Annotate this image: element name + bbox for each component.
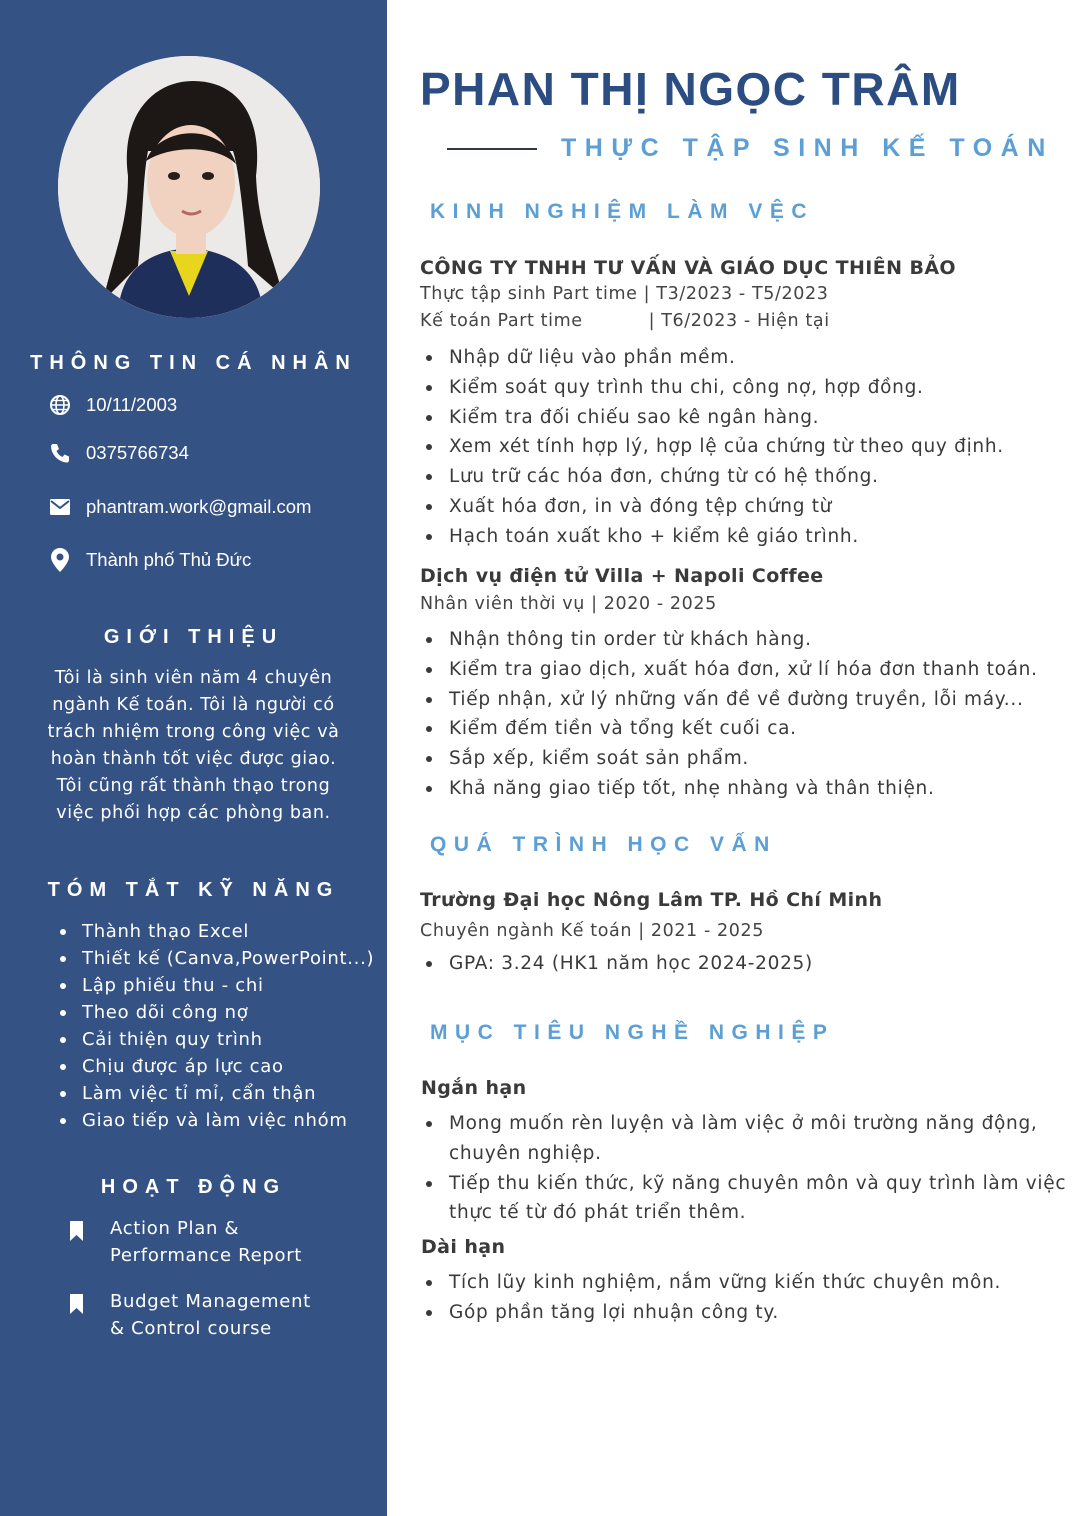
skill-item: Chịu được áp lực cao bbox=[56, 1053, 374, 1080]
job-role: Thực tập sinh Part time | T3/2023 - T5/2023 bbox=[420, 284, 829, 304]
goal-item: Tiếp thu kiến thức, kỹ năng chuyên môn và quy trình làm việc thực tế từ đó phát triển thêm. bbox=[422, 1169, 1072, 1229]
birthday-row bbox=[48, 390, 177, 420]
phone-row[interactable] bbox=[48, 438, 189, 468]
gpa-item: GPA: 3.24 (HK1 năm học 2024-2025) bbox=[422, 949, 813, 979]
mail-icon bbox=[48, 495, 72, 519]
bookmark-icon bbox=[70, 1221, 84, 1269]
globe-icon bbox=[48, 393, 72, 417]
bookmark-icon bbox=[70, 1294, 84, 1342]
sidebar bbox=[0, 0, 387, 1516]
duty-item: Nhập dữ liệu vào phần mềm. bbox=[422, 343, 1004, 373]
company-name: CÔNG TY TNHH TƯ VẤN VÀ GIÁO DỤC THIÊN BẢO bbox=[420, 257, 956, 279]
duty-item: Kiểm soát quy trình thu chi, công nợ, hợp đồng. bbox=[422, 373, 1004, 403]
duty-item: Tiếp nhận, xử lý những vấn đề về đường truyền, lỗi máy... bbox=[422, 685, 1038, 715]
skill-item: Giao tiếp và làm việc nhóm bbox=[56, 1107, 374, 1134]
personal-info-heading: THÔNG TIN CÁ NHÂN bbox=[30, 352, 357, 374]
duty-item: Sắp xếp, kiểm soát sản phẩm. bbox=[422, 744, 1038, 774]
school-name: Trường Đại học Nông Lâm TP. Hồ Chí Minh bbox=[420, 889, 883, 911]
skill-item: Theo dõi công nợ bbox=[56, 999, 374, 1026]
email-row[interactable] bbox=[48, 492, 311, 522]
activity-item bbox=[70, 1288, 311, 1342]
birthday-text: 10/11/2003 bbox=[86, 394, 178, 415]
goal-item: Mong muốn rèn luyện và làm việc ở môi trường năng động, chuyên nghiệp. bbox=[422, 1109, 1072, 1169]
duty-item: Nhận thông tin order từ khách hàng. bbox=[422, 625, 1038, 655]
duty-item: Lưu trữ các hóa đơn, chứng từ có hệ thống. bbox=[422, 462, 1004, 492]
job-role: Nhân viên thời vụ | 2020 - 2025 bbox=[420, 594, 717, 614]
skill-item: Lập phiếu thu - chi bbox=[56, 972, 374, 999]
experience-heading: KINH NGHIỆM LÀM VỆC bbox=[430, 200, 814, 223]
duty-item: Xem xét tính hợp lý, hợp lệ của chứng từ theo quy định. bbox=[422, 432, 1004, 462]
intro-line: Tôi cũng rất thành thạo trong bbox=[56, 776, 331, 796]
intro-line: trách nhiệm trong công việc và bbox=[47, 722, 340, 742]
job-duties-list bbox=[422, 625, 1038, 804]
skills-list bbox=[56, 918, 374, 1134]
activity-line: Performance Report bbox=[110, 1245, 303, 1266]
job-role-title: Kế toán Part time bbox=[420, 311, 583, 331]
activity-line: & Control course bbox=[110, 1318, 272, 1339]
skill-item: Thành thạo Excel bbox=[56, 918, 374, 945]
avatar bbox=[58, 56, 320, 318]
long-term-label: Dài hạn bbox=[421, 1236, 506, 1258]
short-term-label: Ngắn hạn bbox=[421, 1077, 527, 1099]
skill-item: Thiết kế (Canva,PowerPoint...) bbox=[56, 945, 374, 972]
education-list bbox=[422, 949, 813, 979]
company-name: Dịch vụ điện tử Villa + Napoli Coffee bbox=[420, 565, 824, 587]
duty-item: Xuất hóa đơn, in và đóng tệp chứng từ bbox=[422, 492, 1004, 522]
phone-text[interactable]: 0375766734 bbox=[86, 442, 189, 463]
intro-text bbox=[30, 665, 357, 827]
intro-line: Tôi là sinh viên năm 4 chuyên bbox=[54, 668, 333, 688]
job-role bbox=[420, 311, 830, 331]
phone-icon bbox=[48, 441, 72, 465]
goal-item: Tích lũy kinh nghiệm, nắm vững kiến thức chuyên môn. bbox=[422, 1268, 1001, 1298]
activity-item bbox=[70, 1215, 302, 1269]
career-goals-heading: MỤC TIÊU NGHỀ NGHIỆP bbox=[430, 1021, 835, 1044]
job-duties-list bbox=[422, 343, 1004, 552]
intro-line: hoàn thành tốt việc được giao. bbox=[50, 749, 337, 769]
duty-item: Hạch toán xuất kho + kiểm kê giáo trình. bbox=[422, 522, 1004, 552]
duty-item: Kiểm tra giao dịch, xuất hóa đơn, xử lí hóa đơn thanh toán. bbox=[422, 655, 1038, 685]
location-pin-icon bbox=[48, 548, 72, 572]
long-term-goals bbox=[422, 1268, 1001, 1328]
candidate-name: PHAN THỊ NGỌC TRÂM bbox=[420, 63, 961, 115]
education-heading: QUÁ TRÌNH HỌC VẤN bbox=[430, 833, 777, 856]
job-title: THỰC TẬP SINH KẾ TOÁN bbox=[561, 134, 1054, 162]
activities-heading: HOẠT ĐỘNG bbox=[100, 1176, 287, 1198]
duty-item: Kiểm đếm tiền và tổng kết cuối ca. bbox=[422, 714, 1038, 744]
duty-item: Kiểm tra đối chiếu sao kê ngân hàng. bbox=[422, 403, 1004, 433]
activity-line: Action Plan & bbox=[110, 1218, 240, 1239]
major-text: Chuyên ngành Kế toán | 2021 - 2025 bbox=[420, 921, 764, 941]
intro-heading: GIỚI THIỆU bbox=[103, 626, 284, 648]
profile-photo bbox=[58, 56, 320, 318]
skill-item: Cải thiện quy trình bbox=[56, 1026, 374, 1053]
activity-line: Budget Management bbox=[110, 1291, 311, 1312]
short-term-goals bbox=[422, 1109, 1072, 1228]
skills-heading: TÓM TẮT KỸ NĂNG bbox=[47, 879, 340, 901]
location-row bbox=[48, 545, 251, 575]
location-text: Thành phố Thủ Đức bbox=[86, 549, 252, 570]
intro-line: việc phối hợp các phòng ban. bbox=[56, 803, 331, 823]
intro-line: ngành Kế toán. Tôi là người có bbox=[52, 695, 335, 715]
title-divider bbox=[447, 148, 537, 150]
duty-item: Khả năng giao tiếp tốt, nhẹ nhàng và thân thiện. bbox=[422, 774, 1038, 804]
email-text[interactable]: phantram.work@gmail.com bbox=[86, 496, 312, 517]
goal-item: Góp phần tăng lợi nhuận công ty. bbox=[422, 1298, 1001, 1328]
job-role-period: | T6/2023 - Hiện tại bbox=[648, 311, 830, 331]
skill-item: Làm việc tỉ mỉ, cẩn thận bbox=[56, 1080, 374, 1107]
